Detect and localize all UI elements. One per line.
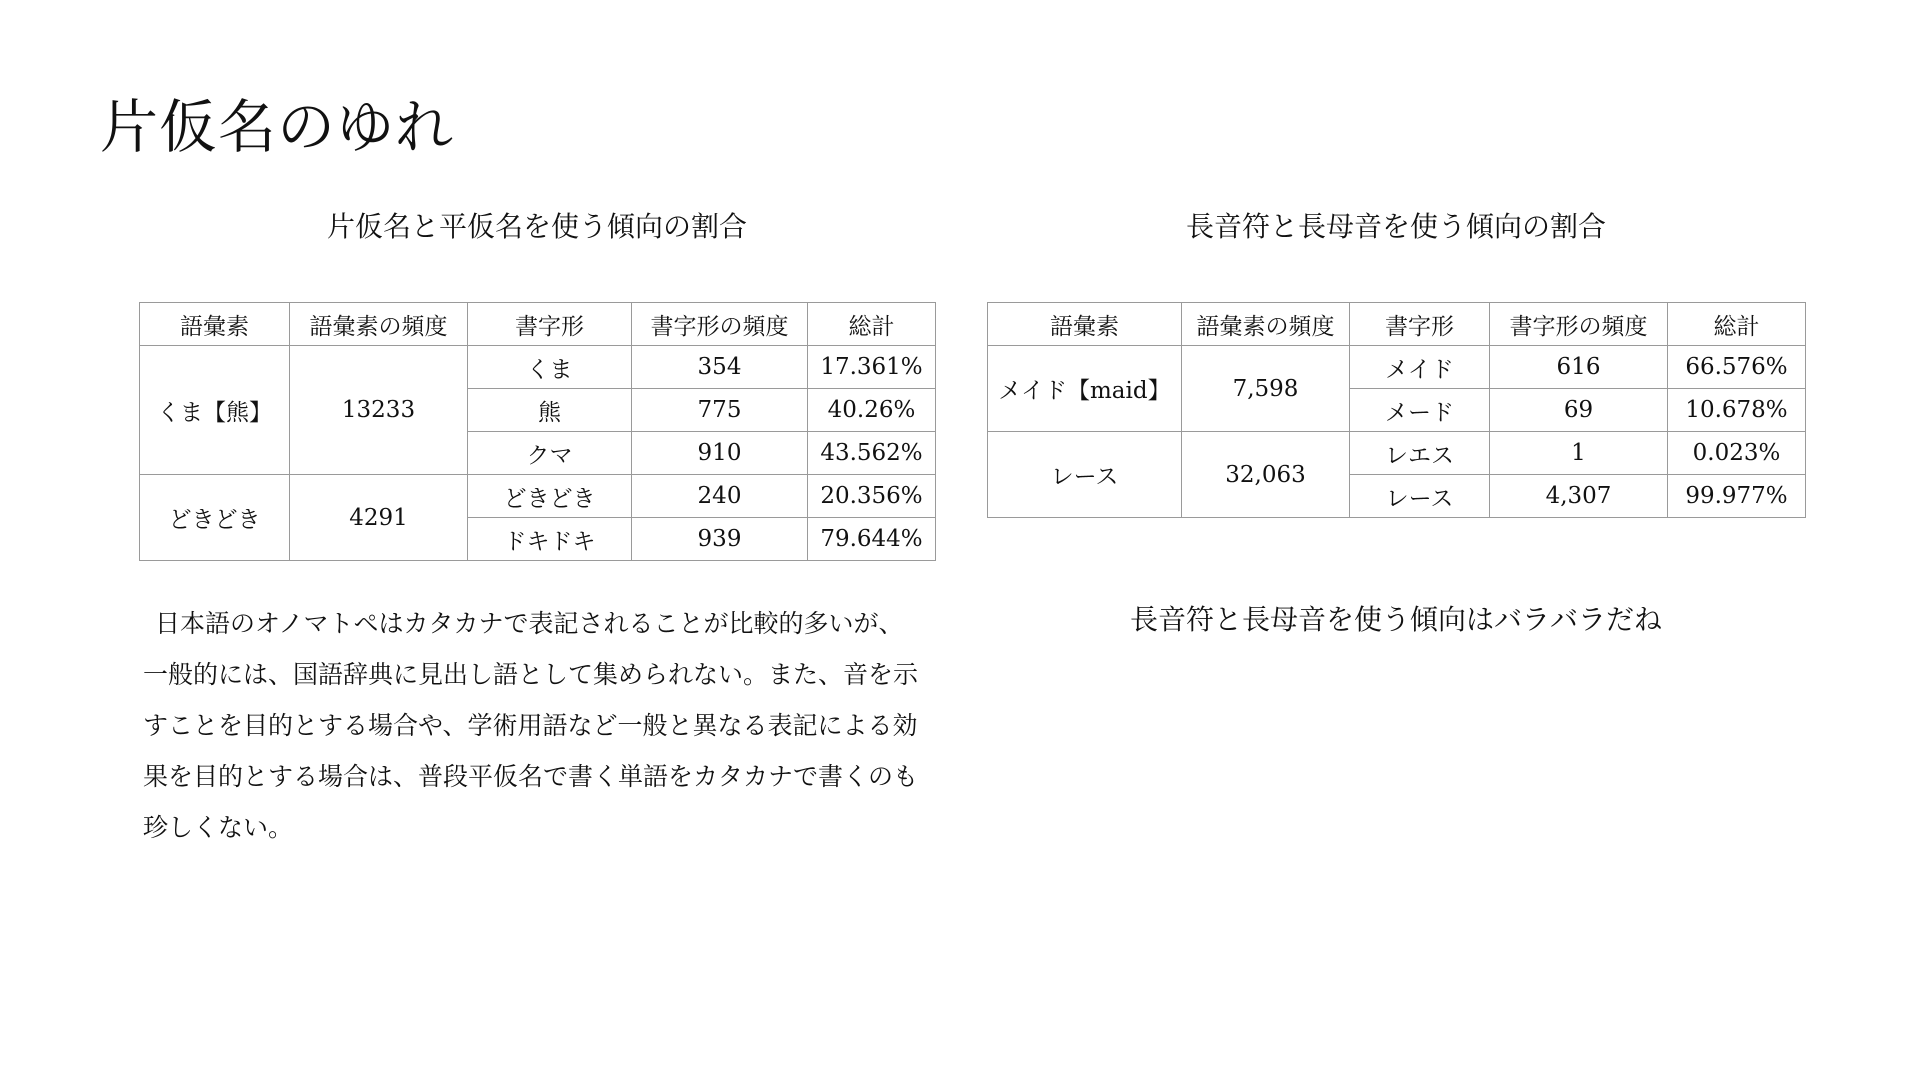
column-header: 語彙素 <box>140 303 290 346</box>
katakana-hiragana-table <box>139 302 936 561</box>
lexeme-frequency-cell: 32,063 <box>1182 432 1350 518</box>
total-cell: 99.977% <box>1668 475 1806 518</box>
form-frequency-cell: 4,307 <box>1490 475 1668 518</box>
form-cell: くま <box>468 346 632 389</box>
form-frequency-cell: 775 <box>632 389 808 432</box>
form-cell: ドキドキ <box>468 518 632 561</box>
paragraph-line: 一般的には、国語辞典に見出し語として集められない。また、音を示 <box>143 660 919 689</box>
total-cell: 20.356% <box>808 475 936 518</box>
table-row <box>988 432 1806 475</box>
paragraph-line: 果を目的とする場合は、普段平仮名で書く単語をカタカナで書くのも <box>143 762 919 791</box>
column-header: 書字形 <box>1350 303 1490 346</box>
left-section-title: 片仮名と平仮名を使う傾向の割合 <box>326 210 747 243</box>
column-header: 書字形の頻度 <box>1490 303 1668 346</box>
total-cell: 79.644% <box>808 518 936 561</box>
table-row <box>140 475 936 518</box>
total-cell: 0.023% <box>1668 432 1806 475</box>
column-header: 語彙素の頻度 <box>1182 303 1350 346</box>
lexeme-cell: メイド【maid】 <box>988 346 1182 432</box>
form-frequency-cell: 910 <box>632 432 808 475</box>
form-cell: クマ <box>468 432 632 475</box>
total-cell: 43.562% <box>808 432 936 475</box>
lexeme-frequency-cell: 7,598 <box>1182 346 1350 432</box>
form-cell: メード <box>1350 389 1490 432</box>
total-cell: 40.26% <box>808 389 936 432</box>
column-header: 書字形の頻度 <box>632 303 808 346</box>
paragraph-line: すことを目的とする場合や、学術用語など一般と異なる表記による効 <box>143 711 918 740</box>
form-frequency-cell: 1 <box>1490 432 1668 475</box>
paragraph-line: 珍しくない。 <box>143 813 294 842</box>
form-cell: メイド <box>1350 346 1490 389</box>
column-header: 書字形 <box>468 303 632 346</box>
table-row <box>988 346 1806 389</box>
table-header-row <box>988 303 1806 346</box>
total-cell: 10.678% <box>1668 389 1806 432</box>
form-frequency-cell: 69 <box>1490 389 1668 432</box>
form-frequency-cell: 240 <box>632 475 808 518</box>
lexeme-frequency-cell: 13233 <box>290 346 468 475</box>
explanation-paragraph <box>143 598 943 853</box>
paragraph-line: 日本語のオノマトペはカタカナで表記されることが比較的多いが、 <box>155 609 904 638</box>
long-vowel-table <box>987 302 1806 518</box>
page-title: 片仮名のゆれ <box>100 93 455 161</box>
lexeme-cell: どきどき <box>140 475 290 561</box>
lexeme-frequency-cell: 4291 <box>290 475 468 561</box>
form-cell: 熊 <box>468 389 632 432</box>
column-header: 語彙素 <box>988 303 1182 346</box>
right-section-title: 長音符と長母音を使う傾向の割合 <box>1185 210 1606 243</box>
lexeme-cell: レース <box>988 432 1182 518</box>
column-header: 総計 <box>1668 303 1806 346</box>
table-row <box>140 346 936 389</box>
lexeme-cell: くま【熊】 <box>140 346 290 475</box>
total-cell: 17.361% <box>808 346 936 389</box>
remark-text: 長音符と長母音を使う傾向はバラバラだね <box>1129 603 1662 636</box>
form-frequency-cell: 354 <box>632 346 808 389</box>
form-frequency-cell: 939 <box>632 518 808 561</box>
column-header: 総計 <box>808 303 936 346</box>
form-cell: レエス <box>1350 432 1490 475</box>
form-cell: レース <box>1350 475 1490 518</box>
form-cell: どきどき <box>468 475 632 518</box>
total-cell: 66.576% <box>1668 346 1806 389</box>
column-header: 語彙素の頻度 <box>290 303 468 346</box>
table-header-row <box>140 303 936 346</box>
form-frequency-cell: 616 <box>1490 346 1668 389</box>
